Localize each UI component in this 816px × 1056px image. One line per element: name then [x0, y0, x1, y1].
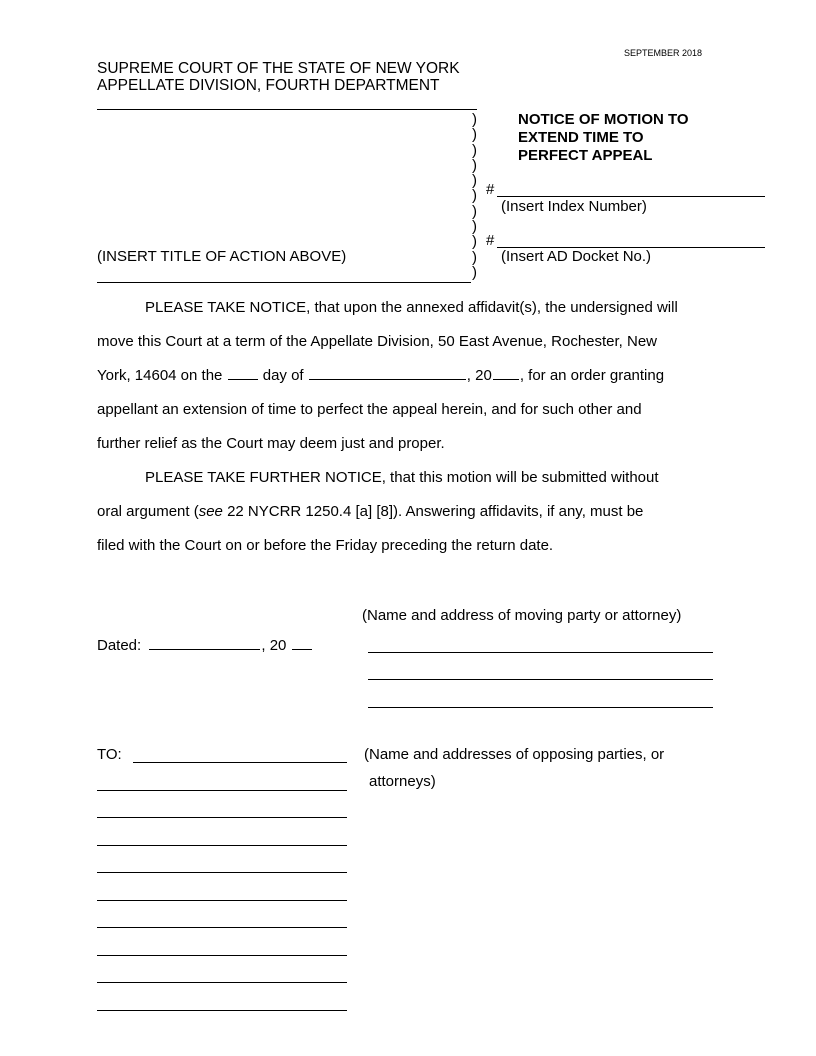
to-line-4[interactable]: [97, 845, 347, 846]
moving-party-label: (Name and address of moving party or attorney): [362, 607, 682, 624]
to-label: TO:: [97, 746, 122, 763]
index-number-label: (Insert Index Number): [501, 198, 647, 215]
return-month-field[interactable]: [309, 365, 466, 380]
to-line-3[interactable]: [97, 817, 347, 818]
moving-party-line-3[interactable]: [368, 707, 713, 708]
court-name: SUPREME COURT OF THE STATE OF NEW YORK: [97, 60, 460, 77]
to-line-7[interactable]: [97, 927, 347, 928]
docket-number-label: (Insert AD Docket No.): [501, 248, 652, 265]
to-line-6[interactable]: [97, 900, 347, 901]
opposing-label-line1: (Name and addresses of opposing parties, or: [364, 746, 665, 763]
notice-paragraph-1: PLEASE TAKE NOTICE, that upon the annexed affidavit(s), the undersigned will move this Court at a term of the Appellate Division, 50 East Avenue, Rochester, New York, 14604 on the day of , 20 , for an order granting appellant an extension of time to perfect the appeal herein, and for such other and further relief as the Court may deem just and proper.: [97, 299, 678, 452]
to-line-9[interactable]: [97, 982, 347, 983]
opposing-label-line2: attorneys): [369, 773, 436, 790]
return-day-field[interactable]: [228, 365, 258, 380]
notice-paragraph-2: PLEASE TAKE FURTHER NOTICE, that this motion will be submitted without oral argument (see 22 NYCRR 1250.4 [a] [8]). Answering affidavits, if any, must be filed with the Court on or before the Friday preceding the return date.: [97, 469, 659, 554]
dated-line: Dated: , 20: [97, 635, 313, 654]
dated-year-field[interactable]: [292, 635, 312, 650]
return-year-field[interactable]: [493, 365, 519, 380]
docket-hash: #: [486, 232, 495, 249]
moving-party-line-2[interactable]: [368, 679, 713, 680]
action-title-placeholder: (INSERT TITLE OF ACTION ABOVE): [97, 248, 347, 265]
moving-party-line-1[interactable]: [368, 652, 713, 653]
to-line-5[interactable]: [97, 872, 347, 873]
court-division: APPELLATE DIVISION, FOURTH DEPARTMENT: [97, 77, 440, 94]
caption-bottom-rule: [97, 282, 471, 283]
index-hash: #: [486, 181, 495, 198]
caption-paren-column: ) ) ) ) ) ) ) ) ) ) ): [472, 111, 477, 281]
doc-title-line2: EXTEND TIME TO: [518, 129, 644, 146]
caption-top-rule: [97, 109, 477, 110]
doc-title-line3: PERFECT APPEAL: [518, 147, 653, 164]
dated-date-field[interactable]: [149, 635, 260, 650]
doc-title-line1: NOTICE OF MOTION TO: [518, 111, 689, 128]
to-line-10[interactable]: [97, 1010, 347, 1011]
to-line-8[interactable]: [97, 955, 347, 956]
date-stamp: SEPTEMBER 2018: [624, 48, 703, 58]
to-line-2[interactable]: [97, 790, 347, 791]
index-number-field[interactable]: [497, 196, 765, 197]
to-line-1[interactable]: [133, 762, 347, 763]
